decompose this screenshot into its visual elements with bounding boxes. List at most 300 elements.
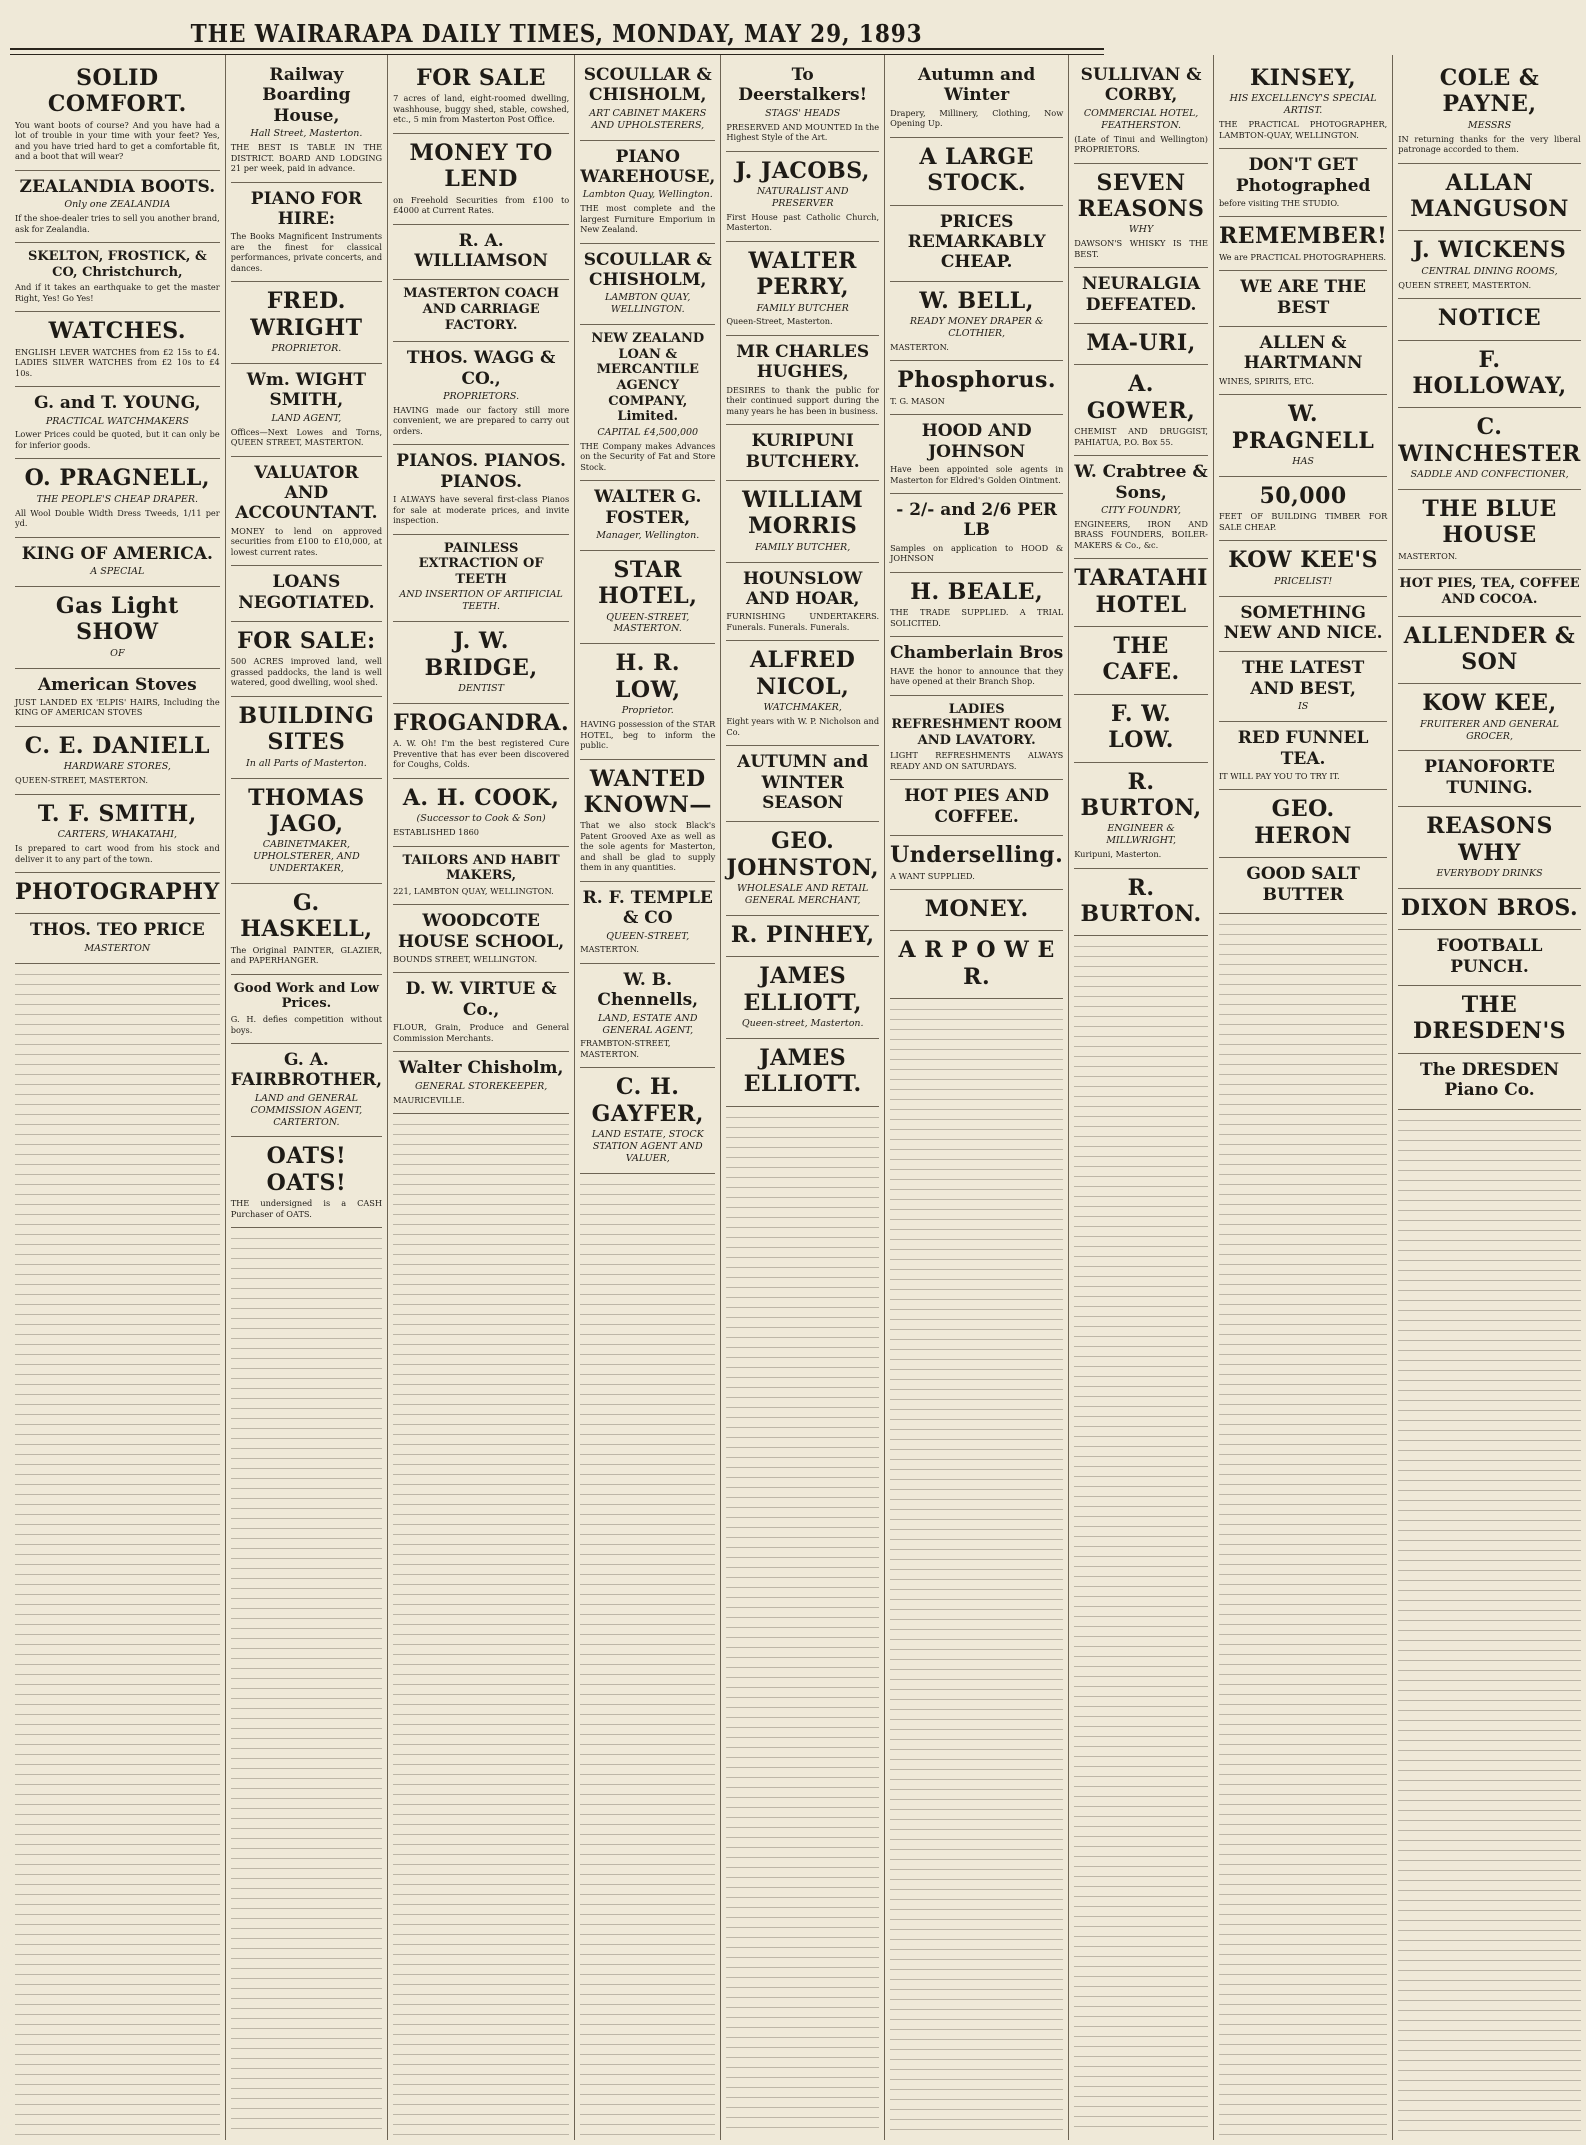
advertisement [890, 780, 1063, 836]
advertisement [15, 171, 220, 243]
ad-heading: R. BURTON. [1080, 874, 1202, 928]
advertisement [1074, 324, 1208, 365]
ad-subheading: CABINETMAKER, UPHOLSTERER, AND UNDERTAKER, [253, 839, 360, 875]
advertisement [580, 59, 715, 141]
ad-heading: PAINLESS EXTRACTION OF TEETH [418, 540, 544, 587]
advertisement [15, 59, 220, 171]
ad-heading: W. PRAGNELL [1231, 401, 1375, 454]
ad-subheading: QUEEN-STREET, [606, 930, 690, 942]
advertisement [1398, 490, 1580, 570]
ad-heading: HOT PIES AND COFFEE. [904, 786, 1050, 827]
ad-body-text: Have been appointed sole agents in Masterton for Eldred's Golden Ointment. [890, 464, 1064, 485]
ad-body-text: THE BEST IS TABLE IN THE DISTRICT. BOARD AND LODGING 21 per week, paid in advance. [230, 142, 383, 174]
ad-body-text: Offices—Next Lowes and Torns, QUEEN STREET, MASTERTON. [230, 426, 383, 448]
advertisement [1398, 231, 1580, 299]
ad-subheading: NATURALIST AND PRESERVER [756, 186, 849, 209]
ad-subheading: WATCHMAKER, [763, 702, 842, 714]
ad-heading: THE DRESDEN'S [1412, 992, 1567, 1045]
advertisement [231, 779, 382, 884]
ad-heading: A R P O W E R. [898, 937, 1055, 990]
ad-heading: PIANO WAREHOUSE, [580, 146, 716, 187]
ad-body-text: The Books Magnificent Instruments are the finest for classical performances, private concerts, and dances. [230, 231, 383, 273]
advertisement [1074, 164, 1208, 269]
ad-heading: OATS! OATS! [266, 1143, 347, 1196]
ad-subheading: IS [1297, 701, 1309, 713]
ad-body-text: BOUNDS STREET, WELLINGTON. [393, 953, 538, 964]
advertisement [15, 312, 220, 387]
advertisement [580, 325, 715, 481]
ad-body-text: THE most complete and the largest Furniture Emporium in New Zealand. [580, 203, 716, 235]
advertisement [1074, 59, 1208, 164]
advertisement [726, 563, 879, 642]
ad-heading: NOTICE [1437, 305, 1542, 332]
ad-body-text: DESIRES to thank the public for their continued support during the many years he has been in business. [726, 384, 880, 416]
ad-heading: COLE & PAYNE, [1439, 65, 1540, 118]
ad-heading: PRICES REMARKABLY CHEAP. [907, 211, 1046, 273]
advertisement [580, 964, 715, 1069]
advertisement [393, 779, 569, 847]
advertisement [1074, 365, 1208, 456]
advertisement [726, 957, 879, 1039]
ad-heading: MASTERTON COACH AND CARRIAGE FACTORY. [403, 286, 560, 333]
ad-heading: THE BLUE HOUSE [1422, 496, 1557, 549]
advertisement [1219, 541, 1387, 596]
ad-subheading: QUEEN-STREET, MASTERTON. [606, 611, 690, 635]
small-print-text [1219, 918, 1387, 2136]
ad-heading: Railway Boarding House, [262, 65, 351, 126]
ad-body-text: I ALWAYS have several first-class Pianos for sale at moderate prices, and invite inspection. [393, 494, 570, 526]
ad-body-text: G. H. defies competition without boys. [230, 1014, 383, 1035]
ad-subheading: HIS EXCELLENCY'S SPECIAL ARTIST. [1229, 93, 1377, 117]
ad-body-text: LIGHT REFRESHMENTS ALWAYS READY AND ON SATURDAYS. [890, 750, 1064, 771]
advertisement [580, 882, 715, 964]
ad-heading: C. E. DANIELL [24, 732, 210, 759]
small-print-text [890, 1003, 1063, 2136]
advertisement [15, 243, 220, 312]
ad-heading: SCOULLAR & CHISHOLM, [583, 65, 712, 106]
advertisement [1398, 164, 1580, 232]
advertisement [231, 59, 382, 183]
ad-body-text: MASTERTON. [1398, 550, 1458, 561]
ad-heading: G. A. FAIRBROTHER, [230, 1050, 383, 1091]
ad-heading: SKELTON, FROSTICK, & CO, Christchurch, [27, 249, 207, 280]
advertisement [890, 890, 1063, 931]
ad-heading: T. F. SMITH, [37, 800, 197, 827]
ad-body-text: That we also stock Black's Patent Grooved Axe as well as the sole agents for Masterton, and shall be glad to supply them in any quantities. [580, 820, 716, 873]
ad-body-text: MONEY to lend on approved securities from £100 to £10,000, at lowest current rates. [230, 525, 383, 557]
advertisement [15, 387, 220, 459]
advertisement [15, 873, 220, 914]
advertisement [890, 138, 1063, 206]
ad-heading: RED FUNNEL TEA. [1237, 728, 1369, 769]
advertisement [1398, 807, 1580, 889]
ad-subheading: CENTRAL DINING ROOMS, [1421, 265, 1558, 277]
advertisement [580, 551, 715, 645]
ad-heading: GEO. HERON [1254, 796, 1352, 849]
ad-heading: H. R. LOW, [614, 650, 681, 703]
ad-body-text: Samples on application to HOOD & JOHNSON [890, 542, 1064, 564]
advertisement [393, 535, 569, 623]
ad-heading: Good Work and Low Prices. [233, 980, 379, 1012]
ad-heading: THOS. TEO PRICE [29, 920, 205, 941]
advertisement [393, 704, 569, 779]
ad-heading: KURIPUNI BUTCHERY. [745, 431, 860, 472]
small-print-text [580, 1178, 715, 2136]
ad-body-text: Lower Prices could be quoted, but it can only be for inferior goods. [15, 429, 220, 450]
ad-heading: MONEY TO LEND [409, 139, 553, 193]
ad-body-text: The Original PAINTER, GLAZIER, and PAPERHANGER. [230, 944, 383, 966]
ad-heading: WANTED KNOWN— [583, 765, 712, 818]
ad-heading: NEURALGIA DEFEATED. [1081, 274, 1201, 315]
ad-body-text: THE undersigned is a CASH Purchaser of OATS. [230, 1198, 383, 1219]
advertisement [1398, 570, 1580, 616]
ad-heading: ALLAN MANGUSON [1410, 169, 1569, 223]
ad-heading: GOOD SALT BUTTER [1246, 864, 1360, 905]
ad-heading: F. W. LOW. [1108, 700, 1174, 754]
ad-body-text: THE PRACTICAL PHOTOGRAPHER, LAMBTON-QUAY, WELLINGTON. [1218, 119, 1388, 140]
advertisement [15, 727, 220, 795]
advertisement [15, 459, 220, 537]
ad-heading: DON'T GET Photographed [1235, 155, 1371, 196]
advertisement [393, 342, 569, 445]
small-print-text [393, 1118, 569, 2136]
advertisement [231, 975, 382, 1044]
advertisement [15, 669, 220, 727]
ad-subheading: FRUITERER AND GENERAL GROCER, [1420, 718, 1559, 742]
advertisement [580, 481, 715, 551]
ad-heading: J. WICKENS [1412, 237, 1567, 264]
ad-heading: R. BURTON, [1080, 768, 1202, 822]
ad-subheading: Manager, Wellington. [596, 529, 700, 541]
ad-body-text: JUST LANDED EX 'ELPIS' HAIRS, Including the KING OF AMERICAN STOVES [15, 696, 220, 718]
advertisement [1219, 652, 1387, 722]
column-6 [885, 55, 1069, 2140]
advertisement [231, 697, 382, 779]
advertisement [1074, 268, 1208, 324]
ad-subheading: PRICELIST! [1273, 575, 1333, 587]
ad-heading: SULLIVAN & CORBY, [1080, 65, 1202, 106]
ad-heading: J. W. BRIDGE, [424, 628, 538, 681]
ad-heading: GEO. JOHNSTON, [726, 828, 880, 881]
advertisement [393, 445, 569, 534]
ad-heading: ALLENDER & SON [1403, 622, 1576, 675]
ad-subheading: PROPRIETOR. [271, 343, 342, 355]
advertisement [393, 134, 569, 225]
ad-subheading: CAPITAL £4,500,000 [597, 426, 699, 438]
advertisement [393, 905, 569, 973]
advertisement [890, 573, 1063, 637]
ad-body-text: ENGINEERS, IRON AND BRASS FOUNDERS, BOILER-MAKERS & Co., &c. [1074, 518, 1208, 550]
advertisement [1398, 1054, 1580, 1110]
advertisement [393, 280, 569, 342]
advertisement [580, 644, 715, 759]
ad-body-text: DAWSON'S WHISKY IS THE BEST. [1074, 238, 1208, 259]
advertisement [231, 183, 382, 283]
advertisement [726, 822, 879, 916]
ad-heading: HOT PIES, TEA, COFFEE AND COCOA. [1399, 576, 1580, 607]
advertisement [726, 916, 879, 957]
ad-heading: WATCHES. [48, 318, 187, 345]
small-print-text [726, 1111, 879, 2136]
advertisement [726, 481, 879, 563]
ad-subheading: WHOLESALE AND RETAIL GENERAL MERCHANT, [737, 883, 869, 906]
advertisement [1074, 627, 1208, 695]
advertisement [1074, 763, 1208, 869]
ad-subheading: AND INSERTION OF ARTIFICIAL TEETH. [399, 589, 563, 613]
advertisement-columns [10, 54, 1581, 2140]
advertisement [1219, 597, 1387, 653]
advertisement [1219, 395, 1387, 477]
ad-subheading: MESSRS [1467, 119, 1512, 131]
ad-heading: WALTER PERRY, [748, 247, 857, 301]
advertisement [1219, 858, 1387, 914]
ad-subheading: DENTIST [458, 682, 505, 694]
advertisement [393, 1052, 569, 1114]
ad-subheading: In all Parts of Masterton. [246, 757, 367, 769]
advertisement [1398, 341, 1580, 409]
advertisement [231, 1044, 382, 1137]
ad-heading: PIANO FOR HIRE: [250, 188, 362, 229]
advertisement [231, 884, 382, 975]
ad-body-text: THE TRADE SUPPLIED. A TRIAL SOLICITED. [890, 607, 1064, 628]
ad-subheading: FAMILY BUTCHER [756, 302, 849, 314]
advertisement [1398, 408, 1580, 490]
ad-heading: FRED. WRIGHT [250, 288, 363, 341]
ad-heading: C. H. GAYFER, [591, 1074, 704, 1127]
ad-heading: ALLEN & HARTMANN [1243, 333, 1363, 374]
ad-subheading: WHY [1128, 224, 1154, 236]
ad-heading: A LARGE STOCK. [919, 143, 1034, 197]
ad-heading: WOODCOTE HOUSE SCHOOL, [398, 911, 565, 952]
ad-heading: G. and T. YOUNG, [34, 393, 201, 414]
ad-body-text: FURNISHING UNDERTAKERS. Funerals. Funerals. Funerals. [726, 611, 880, 632]
advertisement [1398, 751, 1580, 807]
ad-heading: THOS. WAGG & CO., [406, 348, 556, 389]
advertisement [890, 415, 1063, 494]
ad-body-text: And if it takes an earthquake to get the master Right, Yes! Go Yes! [15, 282, 220, 303]
ad-heading: Gas Light SHOW [55, 592, 179, 646]
advertisement [580, 141, 715, 244]
ad-subheading: (Successor to Cook & Son) [416, 813, 546, 825]
ad-subheading: LAND and GENERAL COMMISSION AGENT, CARTERTON. [250, 1092, 363, 1128]
ad-heading: The DRESDEN Piano Co. [1419, 1059, 1560, 1101]
advertisement [580, 760, 715, 882]
ad-heading: O. PRAGNELL, [24, 465, 211, 492]
ad-heading: KINSEY, [1250, 65, 1357, 91]
ad-body-text: CHEMIST AND DRUGGIST, PAHIATUA, P.O. Box 55. [1074, 426, 1208, 447]
ad-heading: FOR SALE: [237, 628, 376, 655]
ad-heading: R. PINHEY, [730, 921, 875, 948]
advertisement [726, 152, 879, 242]
ad-subheading: PRACTICAL WATCHMAKERS [45, 415, 189, 427]
column-9 [1393, 55, 1585, 2140]
column-4 [575, 55, 721, 2140]
ad-body-text: We are PRACTICAL PHOTOGRAPHERS. [1218, 251, 1387, 262]
ad-heading: HOUNSLOW AND HOAR, [743, 568, 863, 610]
advertisement [726, 59, 879, 152]
ad-body-text: on Freehold Securities from £100 to £4000 at Current Rates. [393, 194, 570, 216]
advertisement [1398, 59, 1580, 164]
ad-subheading: EVERYBODY DRINKS [1436, 867, 1543, 879]
ad-heading: Autumn and Winter [918, 65, 1036, 106]
ad-body-text: HAVING made our factory still more convenient, we are prepared to carry out orders. [393, 404, 570, 436]
advertisement [1074, 869, 1208, 937]
ad-heading: F. HOLLOWAY, [1412, 346, 1567, 399]
ad-heading: WE ARE THE BEST [1240, 277, 1367, 318]
ad-subheading: CARTERS, WHAKATAHI, [57, 829, 178, 841]
ad-heading: R. F. TEMPLE & CO [582, 887, 713, 929]
ad-subheading: THE PEOPLE'S CHEAP DRAPER. [36, 493, 199, 505]
ad-heading: W. Crabtree & Sons, [1074, 462, 1208, 503]
advertisement [1219, 59, 1387, 149]
ad-subheading: CITY FOUNDRY, [1101, 504, 1182, 516]
advertisement [1398, 684, 1580, 751]
advertisement [231, 566, 382, 622]
ad-heading: To Deerstalkers! [738, 65, 868, 106]
ad-body-text: PRESERVED AND MOUNTED In the Highest Style of the Art. [726, 121, 880, 143]
small-print-text [231, 1232, 382, 2136]
ad-heading: FROGANDRA. [393, 709, 570, 736]
advertisement [1074, 559, 1208, 627]
ad-heading: DIXON BROS. [1400, 894, 1579, 921]
ad-body-text: HAVING possession of the STAR HOTEL, beg to inform the public. [580, 719, 716, 750]
ad-body-text: ENGLISH LEVER WATCHES from £2 15s to £4. LADIES SILVER WATCHES from £2 10s to £4 10s. [15, 346, 220, 378]
advertisement [890, 282, 1063, 362]
ad-subheading: GENERAL STOREKEEPER, [414, 1080, 548, 1092]
column-5 [721, 55, 885, 2140]
advertisement [393, 622, 569, 704]
ad-heading: BUILDING SITES [238, 702, 375, 756]
ad-body-text: Kuripuni, Masterton. [1074, 849, 1162, 860]
advertisement [890, 836, 1063, 890]
ad-body-text: MASTERTON. [890, 341, 949, 352]
ad-subheading: READY MONEY DRAPER & CLOTHIER, [909, 316, 1044, 339]
ad-heading: THE LATEST AND BEST, [1241, 658, 1365, 699]
ad-heading: SCOULLAR & CHISHOLM, [583, 249, 712, 291]
ad-heading: LADIES REFRESHMENT ROOM AND LAVATORY. [891, 701, 1062, 748]
advertisement [1398, 889, 1580, 930]
ad-heading: American Stoves [37, 674, 197, 695]
ad-body-text: IT WILL PAY YOU TO TRY IT. [1218, 770, 1340, 781]
ad-subheading: LAND AGENT, [271, 412, 342, 424]
ad-heading: AUTUMN and WINTER SEASON [737, 752, 869, 813]
ad-heading: J. JACOBS, [735, 157, 870, 184]
advertisement [393, 225, 569, 281]
ad-body-text: Is prepared to cart wood from his stock and deliver it to any part of the town. [15, 843, 220, 864]
ad-subheading: Hall Street, Masterton. [250, 128, 363, 140]
advertisement [15, 914, 220, 963]
ad-heading: PHOTOGRAPHY [15, 879, 220, 905]
ad-heading: HOOD AND JOHNSON [921, 421, 1032, 462]
ad-body-text: ESTABLISHED 1860 [393, 827, 479, 838]
ad-heading: A. H. COOK, [402, 784, 560, 811]
ad-heading: Walter Chisholm, [398, 1058, 564, 1079]
ad-heading: STAR HOTEL, [598, 556, 698, 610]
ad-heading: FOR SALE [416, 65, 547, 91]
ad-subheading: HAS [1292, 456, 1314, 468]
advertisement [580, 244, 715, 326]
ad-heading: PIANOS. PIANOS. PIANOS. [396, 451, 566, 492]
advertisement [726, 425, 879, 481]
ad-heading: SOMETHING NEW AND NICE. [1223, 602, 1383, 644]
advertisement [726, 1039, 879, 1107]
advertisement [1219, 327, 1387, 395]
masthead [10, 8, 1104, 50]
ad-body-text: IN returning thanks for the very liberal patronage accorded to them. [1398, 133, 1581, 155]
advertisement [890, 696, 1063, 781]
ad-body-text: T. G. MASON [890, 395, 945, 406]
ad-body-text: A. W. Oh! I'm the best registered Cure Preventive that has ever been discovered for Coughs, Colds. [393, 738, 570, 770]
advertisement [726, 746, 879, 822]
ad-heading: Wm. WIGHT SMITH, [246, 369, 366, 411]
ad-heading: Phosphorus. [897, 367, 1057, 394]
advertisement [726, 641, 879, 746]
ad-subheading: ENGINEER & MILLWRIGHT, [1106, 823, 1176, 847]
advertisement [890, 361, 1063, 415]
ad-body-text: Queen-Street, Masterton. [726, 316, 833, 327]
ad-heading: SEVEN REASONS [1077, 169, 1205, 222]
ad-body-text: THE Company makes Advances on the Security of Fat and Store Stock. [580, 440, 716, 472]
ad-heading: - 2/- and 2/6 PER LB [896, 500, 1058, 541]
ad-heading: KOW KEE, [1422, 690, 1557, 717]
small-print-text [1074, 940, 1208, 2136]
small-print-text [15, 968, 220, 2136]
ad-body-text: MASTERTON. [580, 944, 639, 955]
ad-heading: KOW KEE'S [1228, 547, 1379, 574]
advertisement [231, 457, 382, 567]
ad-subheading: OF [110, 647, 125, 659]
ad-body-text: FLOUR, Grain, Produce and General Commission Merchants. [393, 1022, 570, 1043]
ad-heading: W. B. Chennells, [597, 969, 699, 1011]
advertisement [393, 847, 569, 906]
ad-body-text: 221, LAMBTON QUAY, WELLINGTON. [393, 885, 554, 896]
ad-body-text: QUEEN STREET, MASTERTON. [1398, 279, 1532, 290]
ad-heading: ZEALANDIA BOOTS. [19, 176, 216, 197]
ad-heading: MR CHARLES HUGHES, [736, 341, 870, 383]
ad-heading: TAILORS AND HABIT MAKERS, [402, 852, 560, 884]
ad-body-text: You want boots of course? And you have had a lot of trouble in your time with your feet? Yes, and you have tried hard to get a comfortable fit, and a boot that will wear? [15, 119, 220, 162]
ad-body-text: WINES, SPIRITS, ETC. [1218, 375, 1314, 386]
ad-body-text: If the shoe-dealer tries to sell you another brand, ask for Zealandia. [15, 213, 220, 234]
ad-heading: THE CAFE. [1102, 633, 1180, 686]
column-7 [1069, 55, 1214, 2140]
ad-body-text: MAURICEVILLE. [393, 1094, 465, 1105]
advertisement [726, 336, 879, 425]
ad-heading: VALUATOR AND ACCOUNTANT. [235, 462, 378, 524]
ad-body-text: FEET OF BUILDING TIMBER FOR SALE CHEAP. [1218, 511, 1388, 532]
ad-body-text: First House past Catholic Church, Masterton. [726, 211, 880, 233]
advertisement [1398, 930, 1580, 986]
advertisement [890, 637, 1063, 695]
advertisement [726, 242, 879, 336]
ad-heading: SOLID COMFORT. [47, 65, 187, 118]
ad-heading: ALFRED NICOL, [750, 647, 856, 700]
ad-subheading: LAMBTON QUAY, WELLINGTON. [605, 292, 691, 316]
ad-body-text: HAVE the honor to announce that they have opened at their Branch Shop. [890, 665, 1064, 687]
ad-subheading: MASTERTON [84, 942, 151, 954]
column-2 [226, 55, 388, 2140]
advertisement [231, 364, 382, 457]
ad-subheading: Proprietor. [621, 705, 674, 717]
advertisement [231, 282, 382, 364]
ad-subheading: COMMERCIAL HOTEL, FEATHERSTON. [1083, 107, 1199, 131]
advertisement [1398, 299, 1580, 340]
advertisement [393, 59, 569, 134]
ad-heading: W. BELL, [919, 287, 1034, 314]
ad-subheading: STAGS' HEADS [765, 107, 841, 119]
ad-heading: R. A. WILLIAMSON [414, 230, 548, 272]
ad-body-text: FRAMBTON-STREET, MASTERTON. [580, 1038, 671, 1059]
